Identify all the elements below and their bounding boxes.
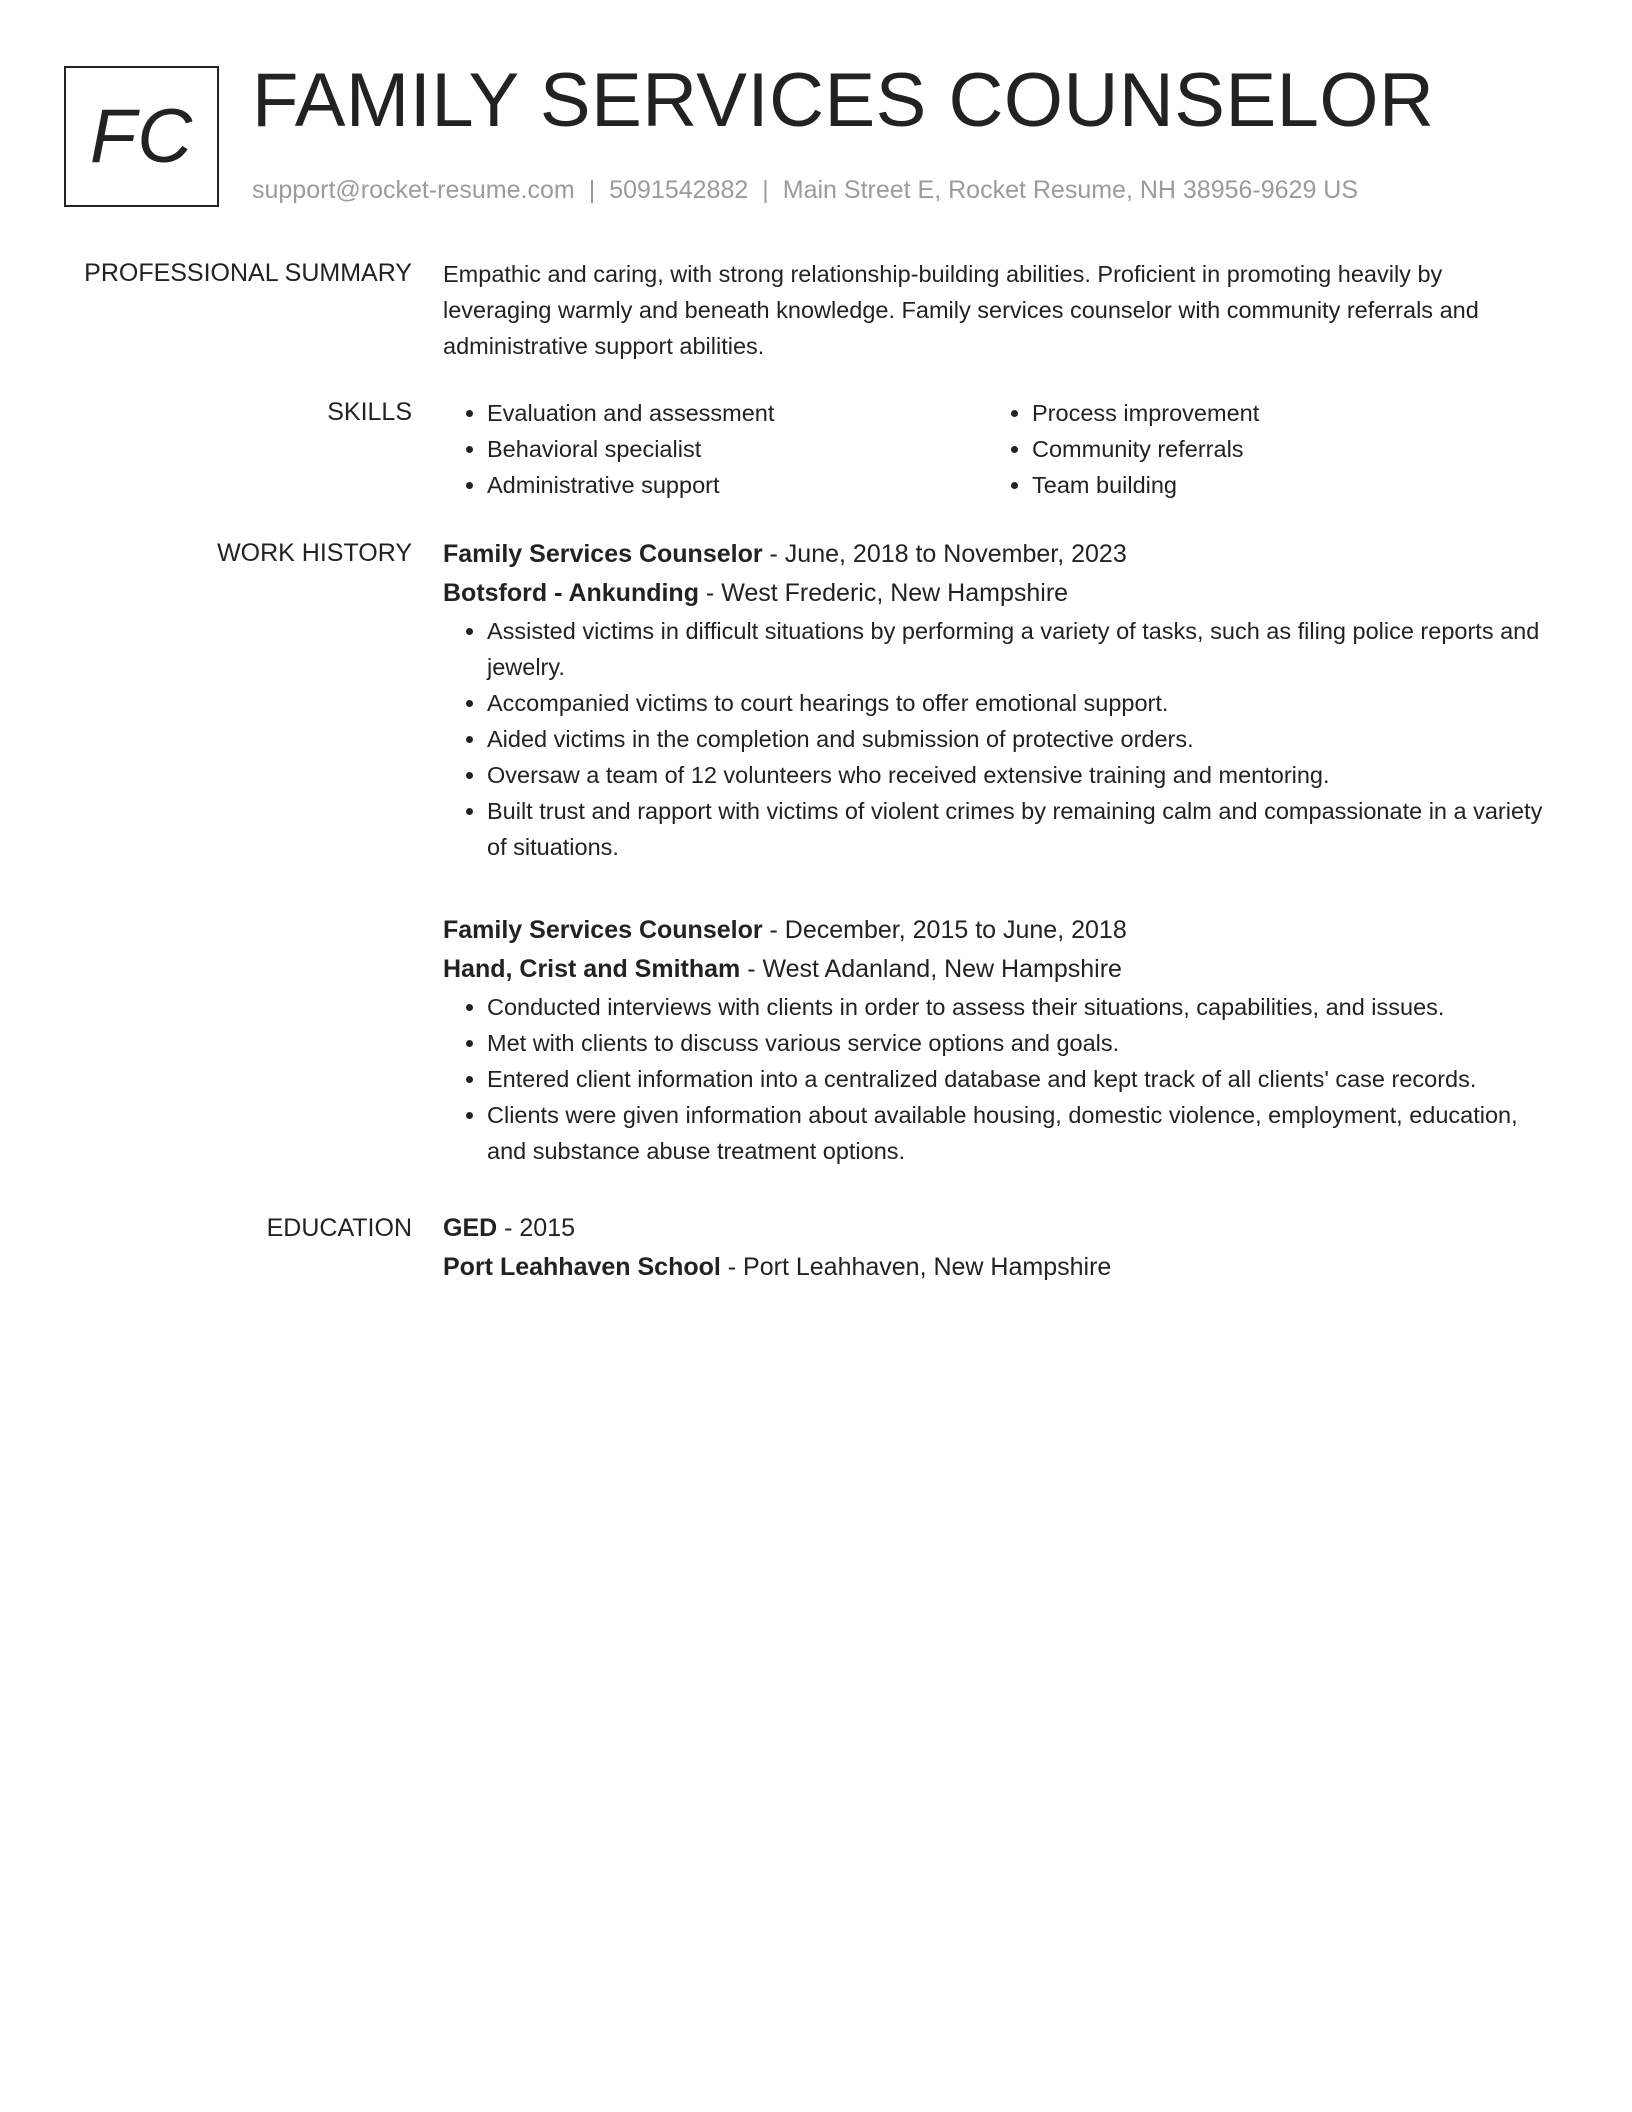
monogram-box xyxy=(64,66,219,207)
skills-list-right xyxy=(988,395,1533,503)
summary-section xyxy=(443,256,1543,364)
section-label-work: WORK HISTORY xyxy=(217,539,412,567)
education-school-line xyxy=(443,1248,1543,1287)
job-bullets xyxy=(443,989,1543,1169)
page-title: FAMILY SERVICES COUNSELOR xyxy=(252,58,1435,143)
job-dates: - December, 2015 to June, 2018 xyxy=(762,916,1127,944)
job-bullets xyxy=(443,613,1543,865)
education-year: - 2015 xyxy=(497,1214,576,1242)
contact-line xyxy=(252,174,1358,206)
contact-email[interactable]: support@rocket-resume.com xyxy=(252,176,575,204)
summary-text: Empathic and caring, with strong relationship-building abilities. Proficient in promoting heavily by leveraging warmly and beneath knowledge. Family services counselor with community referrals and administrative support abilities. xyxy=(443,261,1479,359)
job-entry xyxy=(443,535,1543,865)
job-bullet: • Built trust and rapport with victims of violent crimes by remaining calm and compassionate in a variety of situations. xyxy=(487,793,1543,865)
section-label-skills: SKILLS xyxy=(327,398,412,426)
job-company-line xyxy=(443,574,1543,613)
job-title: Family Services Counselor xyxy=(443,540,763,568)
job-bullet: • Assisted victims in difficult situations by performing a variety of tasks, such as filing police reports and jewelry. xyxy=(487,613,1543,685)
job-bullet: • Entered client information into a centralized database and kept track of all clients' case records. xyxy=(487,1061,1543,1097)
job-title: Family Services Counselor xyxy=(443,916,763,944)
contact-separator: | xyxy=(588,176,596,204)
contact-phone[interactable]: 5091542882 xyxy=(609,176,749,204)
skill-item: • Team building xyxy=(1032,467,1533,503)
job-title-line xyxy=(443,911,1543,950)
monogram-initials: FC xyxy=(89,94,194,179)
job-bullet: • Oversaw a team of 12 volunteers who received extensive training and mentoring. xyxy=(487,757,1543,793)
skill-item: • Community referrals xyxy=(1032,431,1533,467)
skills-section xyxy=(443,395,1543,503)
skill-item: • Process improvement xyxy=(1032,395,1533,431)
job-location: - West Frederic, New Hampshire xyxy=(698,579,1069,607)
skill-item: • Behavioral specialist xyxy=(487,431,988,467)
skill-item: • Administrative support xyxy=(487,467,988,503)
job-location: - West Adanland, New Hampshire xyxy=(740,955,1122,983)
job-company: Botsford - Ankunding xyxy=(443,579,699,607)
job-title-line xyxy=(443,535,1543,574)
job-bullet: • Clients were given information about available housing, domestic violence, employment, education, and substance abuse treatment options. xyxy=(487,1097,1543,1169)
job-bullet: • Aided victims in the completion and submission of protective orders. xyxy=(487,721,1543,757)
job-bullet: • Accompanied victims to court hearings to offer emotional support. xyxy=(487,685,1543,721)
contact-separator: | xyxy=(762,176,769,204)
education-degree: GED xyxy=(443,1214,498,1242)
job-company: Hand, Crist and Smitham xyxy=(443,955,741,983)
job-company-line xyxy=(443,950,1543,989)
education-school: Port Leahhaven School xyxy=(443,1253,721,1281)
education-degree-line xyxy=(443,1209,1543,1248)
job-dates: - June, 2018 to November, 2023 xyxy=(762,540,1127,568)
job-bullet: • Met with clients to discuss various service options and goals. xyxy=(487,1025,1543,1061)
education-location: - Port Leahhaven, New Hampshire xyxy=(720,1253,1112,1281)
job-entry xyxy=(443,911,1543,1169)
section-label-summary: PROFESSIONAL SUMMARY xyxy=(84,259,412,287)
skills-list-left xyxy=(443,395,988,503)
contact-address: Main Street E, Rocket Resume, NH 38956-9629 US xyxy=(782,176,1359,204)
section-label-education: EDUCATION xyxy=(266,1214,412,1242)
education-section xyxy=(443,1209,1543,1287)
job-bullet: • Conducted interviews with clients in order to assess their situations, capabilities, and issues. xyxy=(487,989,1543,1025)
skill-item: • Evaluation and assessment xyxy=(487,395,988,431)
